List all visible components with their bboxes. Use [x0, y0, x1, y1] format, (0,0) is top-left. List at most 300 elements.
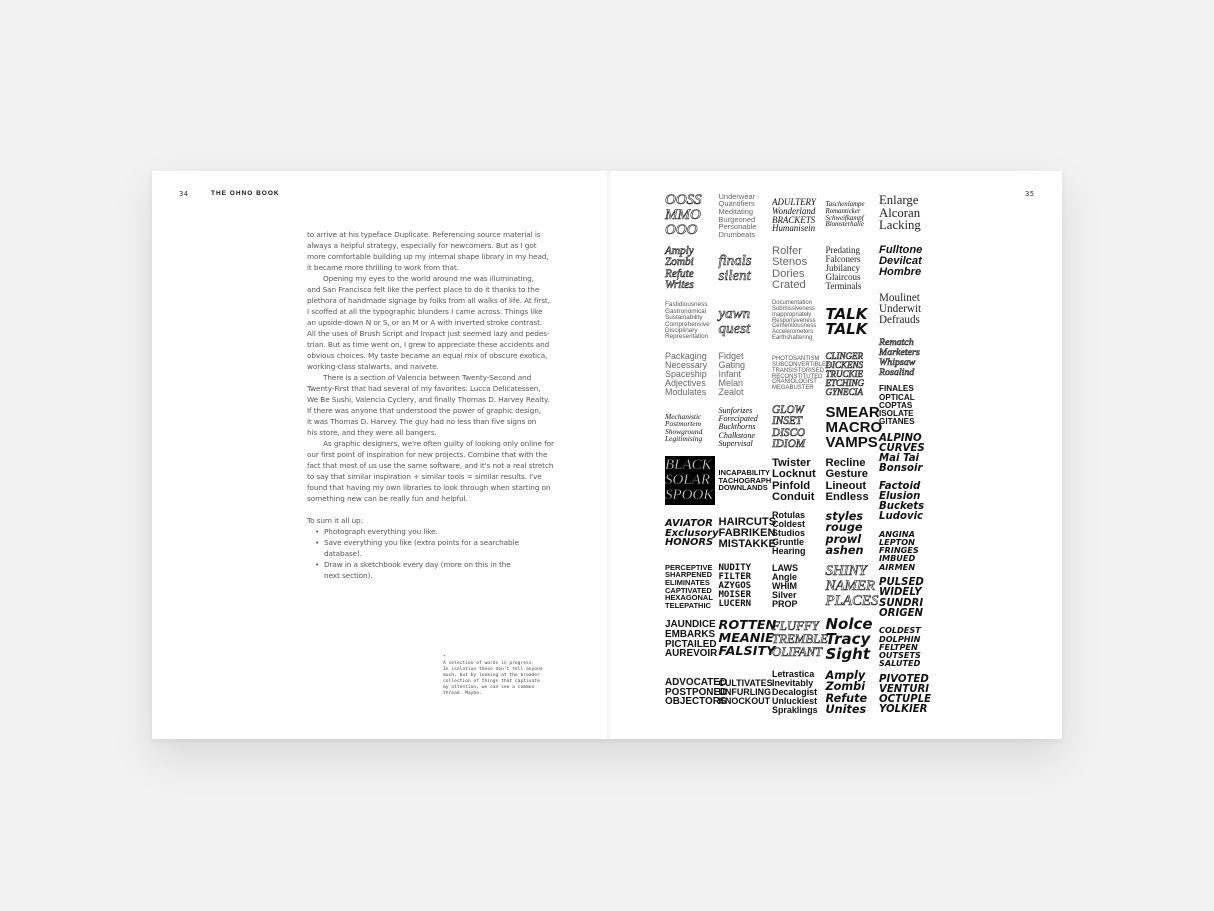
specimen-word: Gruntle: [772, 537, 805, 547]
specimen-block: [772, 668, 822, 717]
specimen-word: DOWNLANDS: [718, 483, 768, 493]
specimen-word: GITANES: [879, 416, 915, 426]
specimen-word: AZYGOS: [718, 580, 752, 591]
specimen-word: FALSITY: [718, 643, 776, 659]
specimen-block: [718, 509, 777, 558]
specimen-word: Showground: [665, 426, 703, 436]
specimen-word: KNOCKOUT: [718, 695, 771, 706]
specimen-word: Rematch: [879, 336, 914, 348]
specimen-word: Accelerometers: [772, 329, 814, 336]
specimen-word: Gating: [718, 359, 746, 370]
specimen-word: PICTAILED: [665, 638, 717, 650]
specimen-word: Packaging: [665, 351, 707, 362]
specimen-block: [826, 456, 876, 505]
specimen-word: CURVES: [879, 442, 925, 454]
specimen-word: Exclusory: [665, 527, 719, 539]
specimen-word: Falconers: [825, 253, 861, 264]
specimen-word: Sunforizes: [718, 406, 753, 416]
body-line: To sum it all up:: [307, 516, 363, 525]
specimen-word: OPTICAL: [879, 392, 915, 402]
specimen-word: Zealot: [718, 387, 744, 398]
body-line: his store, and they were all bangers.: [307, 428, 437, 437]
specimen-word: Refute: [665, 267, 694, 280]
specimen-word: TRANSISTORISED: [772, 367, 825, 374]
specimen-block: [879, 432, 929, 476]
body-line: All the uses of Brush Script and Impact just seemed lazy and pedes-: [307, 329, 550, 338]
specimen-word: Fulltone: [879, 243, 923, 256]
specimen-word: Bonsoir: [879, 463, 923, 475]
specimen-word: Ludovic: [879, 511, 924, 523]
specimen-word: Buckets: [879, 501, 925, 513]
specimen-block: [825, 562, 879, 611]
specimen-word: VENTURI: [879, 683, 930, 695]
specimen-word: TALK: [825, 319, 868, 338]
specimen-word: TRUCKIE: [825, 368, 864, 379]
specimen-word: Hombre: [879, 265, 922, 278]
body-line: and San Francisco felt like the perfect place to do it thanks to the: [307, 285, 540, 294]
specimen-word: Sight: [825, 645, 871, 663]
specimen-word: Crated: [772, 278, 806, 291]
specimen-word: Tracy: [825, 630, 871, 648]
specimen-word: prowl: [825, 532, 862, 546]
specimen-word: AUREVOIR: [665, 648, 718, 660]
specimen-word: Documentation: [772, 299, 812, 306]
specimen-word: Quantifiers: [718, 199, 755, 209]
specimen-block: [718, 615, 777, 664]
specimen-word: Lineout: [825, 479, 867, 492]
body-line: trian. But as time went on, I grew to appreciate these accidents and: [307, 340, 550, 349]
specimen-word: Necessary: [665, 360, 708, 371]
specimen-word: ROTTEN: [718, 618, 777, 634]
body-line: obvious choices. My taste became an equal mix of obscure exotica,: [307, 351, 548, 360]
specimen-word: silent: [718, 267, 751, 284]
specimen-word: Dories: [772, 267, 805, 280]
specimen-word: Devilcat: [879, 254, 922, 267]
specimen-block: [665, 562, 715, 611]
specimen-word: MOISER: [718, 590, 752, 600]
gutter-shadow: [607, 171, 613, 739]
specimen-block: [665, 509, 719, 558]
specimen-word: Recline: [825, 456, 866, 469]
specimen-word: Moulinet: [879, 291, 920, 304]
specimen-word: WIDELY: [879, 587, 922, 599]
specimen-word: Infant: [718, 368, 742, 379]
specimen-column: [825, 191, 883, 717]
bullet-text: Draw in a sketchbook every day (more on this in the: [324, 560, 511, 569]
specimen-word: Responsiveness: [772, 317, 816, 324]
specimen-word: Rosalind: [879, 366, 915, 378]
body-line: Opening my eyes to the world around me was illuminating,: [323, 274, 534, 283]
specimen-word: NAMER: [825, 578, 876, 595]
specimen-word: Whipsaw: [879, 356, 916, 368]
specimen-word: DISCO: [772, 426, 806, 439]
specimen-block: [719, 297, 769, 346]
specimen-word: Comprehensive: [665, 320, 710, 328]
specimen-word: CLINGER: [825, 350, 864, 361]
type-specimen-grid: [665, 191, 932, 717]
specimen-word: Unluckiest: [772, 695, 818, 706]
specimen-block: [719, 403, 769, 452]
specimen-word: Twister: [772, 456, 811, 469]
body-line: As graphic designers, we're often guilty of looking only online for: [323, 439, 554, 448]
specimen-word: RECONSTITUTED: [772, 373, 823, 380]
specimen-word: Romanticker: [825, 207, 861, 215]
specimen-block: [772, 297, 822, 346]
specimen-word: Pinfold: [772, 479, 811, 492]
specimen-block: [826, 191, 876, 240]
specimen-word: CULTIVATES: [718, 678, 773, 689]
specimen-word: CRANIOLOGIST: [772, 379, 817, 386]
bullet-continuation: next section).: [324, 571, 373, 580]
specimen-column: [718, 191, 777, 717]
specimen-word: MEANIE: [718, 631, 774, 647]
body-line: We Be Sushi, Valencia Cyclery, and finally Thomas D. Harvey Realty.: [307, 395, 550, 404]
specimen-word: yawn: [718, 305, 751, 322]
specimen-word: Inevitably: [772, 678, 814, 689]
specimen-block: [772, 350, 830, 399]
specimen-block: [772, 403, 822, 452]
specimen-word: ELIMINATES: [665, 577, 710, 587]
specimen-block: [665, 403, 715, 452]
specimen-word: styles: [825, 509, 864, 523]
bullet-dot: •: [315, 538, 320, 547]
specimen-word: MEGABUSTER: [772, 385, 814, 392]
specimen-word: Refute: [825, 691, 868, 705]
specimen-word: Hearing: [772, 546, 806, 557]
specimen-block: [826, 244, 876, 293]
specimen-word: COPTAS: [879, 400, 913, 410]
specimen-word: Taschenlampe: [825, 200, 865, 208]
specimen-block: [719, 350, 769, 399]
specimen-word: Legitimising: [665, 433, 703, 443]
specimen-word: UNFURLING: [718, 687, 772, 698]
specimen-word: Mechanistic: [665, 411, 702, 421]
specimen-word: YOLKIER: [879, 704, 928, 716]
body-line: If there was anyone that understood the power of graphic design,: [307, 406, 541, 415]
specimen-word: OLIFANT: [772, 644, 823, 659]
specimen-word: HEXAGONAL: [665, 593, 713, 603]
specimen-word: Meditating: [718, 206, 754, 216]
specimen-block: [826, 297, 876, 346]
specimen-word: FINALES: [879, 384, 914, 394]
body-line: our first point of inspiration for new projects. Combine that with the: [307, 450, 548, 459]
specimen-word: DICKENS: [825, 359, 864, 370]
specimen-word: Amply: [665, 244, 694, 257]
specimen-word: Defrauds: [879, 314, 920, 327]
specimen-block: [826, 350, 876, 399]
specimen-word: Disciplinary: [665, 326, 698, 334]
specimen-block: [665, 668, 728, 717]
specimen-word: Rolfer: [772, 244, 803, 257]
caption-marker: *: [443, 655, 446, 660]
specimen-word: SUBCONVERTIBLES: [772, 361, 830, 368]
bullet-item: [307, 559, 557, 570]
specimen-word: ADVOCATED: [665, 676, 728, 688]
specimen-word: MISTAKKE: [718, 538, 776, 551]
specimen-word: Submissiveness: [772, 305, 815, 312]
specimen-block: [772, 456, 822, 505]
specimen-block: [772, 191, 822, 240]
specimen-word: ETCHING: [825, 378, 865, 388]
specimen-word: OOO: [665, 222, 698, 238]
specimen-word: Marketers: [879, 346, 920, 358]
specimen-word: Buckthorns: [718, 422, 756, 432]
specimen-word: Writes: [665, 278, 694, 291]
body-text: [307, 229, 557, 581]
specimen-column: [879, 191, 932, 717]
caption: [443, 655, 563, 697]
specimen-block: [879, 625, 929, 669]
specimen-block: [718, 456, 772, 505]
bullet-dot: •: [315, 527, 320, 536]
specimen-word: Studios: [772, 527, 806, 538]
specimen-word: Elusion: [879, 491, 921, 502]
specimen-word: Wonderland: [772, 205, 816, 216]
specimen-word: Zombi: [825, 680, 866, 694]
specimen-block: [772, 615, 828, 664]
specimen-word: Enlarge: [879, 192, 919, 207]
specimen-word: Gesture: [825, 468, 869, 481]
caption-line: collection of things that captivate: [443, 679, 540, 684]
specimen-word: Drumbeats: [718, 229, 756, 239]
specimen-word: HAIRCUTS: [718, 515, 777, 528]
specimen-word: TREMBLE: [772, 632, 828, 647]
specimen-word: OCTUPLE: [879, 693, 932, 705]
specimen-word: Decalogist: [772, 687, 818, 698]
specimen-column: [665, 191, 728, 717]
specimen-word: Blomsterhalle: [825, 221, 864, 229]
specimen-word: SALUTED: [879, 657, 921, 668]
specimen-word: Forecipated: [718, 414, 758, 424]
body-line: fact that most of us use the same software, and it's not a real stretch: [307, 461, 554, 470]
specimen-word: Representation: [665, 333, 709, 341]
specimen-block: [879, 336, 929, 380]
specimen-word: Glaircous: [825, 272, 861, 282]
specimen-block: [718, 668, 773, 717]
specimen-word: ORIGEN: [879, 607, 924, 619]
bullet-text: Photograph everything you like.: [324, 527, 438, 536]
body-line: to arrive at his typeface Duplicate. Referencing source material is: [307, 230, 541, 239]
specimen-word: quest: [718, 320, 751, 337]
specimen-word: COLDEST: [879, 625, 921, 636]
specimen-word: OBJECTORS: [665, 696, 727, 708]
specimen-word: PROP: [772, 599, 798, 610]
specimen-word: Humanisein: [772, 223, 816, 234]
specimen-word: WHIM: [772, 580, 798, 591]
specimen-word: NUDITY: [718, 562, 752, 573]
specimen-block: [665, 191, 715, 240]
specimen-word: HONORS: [665, 537, 714, 549]
specimen-word: ashen: [825, 543, 864, 557]
specimen-word: TALK: [825, 304, 868, 323]
body-line: something new can be really fun and helpful.: [307, 494, 468, 503]
bullet-item: [307, 526, 557, 537]
specimen-word: BRACKETS: [772, 214, 816, 225]
specimen-word: SPOOK: [665, 487, 714, 503]
specimen-word: Inappropriately: [772, 311, 812, 318]
specimen-word: Gastronomical: [665, 307, 707, 315]
specimen-word: SUNDRI: [879, 597, 924, 609]
specimen-word: finals: [718, 252, 752, 269]
caption-line: my attention, we can see a common: [443, 685, 535, 690]
specimen-block: [719, 244, 769, 293]
specimen-word: Silver: [772, 590, 797, 600]
specimen-word: Supervisal: [718, 438, 753, 448]
specimen-word: DOLPHIN: [879, 633, 921, 644]
body-line: more comfortable building up my internal shape library in my head,: [307, 252, 549, 261]
page-number-left: 34: [179, 190, 189, 198]
specimen-word: INSET: [772, 415, 803, 428]
specimen-word: AIRMEN: [879, 561, 916, 572]
specimen-block: [879, 528, 929, 572]
specimen-block: [826, 615, 876, 664]
specimen-word: Lacking: [879, 218, 921, 233]
specimen-word: GLOW: [772, 403, 804, 416]
specimen-word: Adjectives: [665, 377, 706, 388]
specimen-word: Burgeoned: [718, 214, 756, 224]
specimen-word: Unites: [825, 702, 867, 716]
specimen-word: PHOTOSANTISM: [772, 355, 820, 362]
specimen-word: FABRIKEN: [718, 526, 776, 539]
specimen-word: Coldest: [772, 518, 806, 529]
specimen-block: [665, 615, 718, 664]
book-spread: [152, 171, 1062, 739]
specimen-word: LEPTON: [879, 537, 915, 548]
body-line: working-class stalwarts, and naivete.: [307, 362, 439, 371]
specimen-word: AVIATOR: [665, 517, 713, 529]
specimen-word: Letrastica: [772, 669, 815, 680]
specimen-word: PULSED: [879, 577, 924, 589]
specimen-block: [879, 384, 929, 428]
specimen-word: Endless: [825, 490, 869, 503]
specimen-word: TELEPATHIC: [665, 600, 711, 610]
specimen-word: Postmortem: [665, 419, 701, 429]
specimen-word: IMBUED: [879, 553, 916, 564]
specimen-block: [719, 191, 769, 240]
specimen-block: [772, 244, 822, 293]
specimen-word: ANGINA: [879, 529, 915, 540]
specimen-word: POSTPONED: [665, 686, 728, 698]
specimen-block: [826, 509, 876, 558]
specimen-word: PIVOTED: [879, 673, 929, 685]
specimen-word: Chalkstone: [718, 430, 755, 440]
specimen-block: [825, 403, 883, 452]
specimen-word: Fastidiousness: [665, 301, 708, 309]
specimen-word: Modulates: [665, 386, 707, 397]
specimen-block: [665, 456, 715, 505]
specimen-word: VAMPS: [825, 434, 878, 451]
specimen-word: Underwear: [718, 191, 756, 201]
specimen-word: IDIOM: [772, 437, 806, 450]
specimen-word: Mai Tai: [879, 452, 920, 464]
specimen-block: [665, 350, 715, 399]
bullet-text: Save everything you like (extra points for a searchable: [324, 538, 519, 547]
specimen-word: Angle: [772, 571, 798, 582]
specimen-word: SHINY: [825, 563, 867, 580]
specimen-word: MMO: [665, 207, 701, 223]
specimen-block: [879, 287, 929, 331]
specimen-block: [665, 297, 715, 346]
specimen-word: Schweifkampf: [825, 214, 864, 222]
specimen-word: FILTER: [718, 571, 752, 582]
body-line: it became more thrilling to work from that.: [307, 263, 459, 272]
caption-line: In isolation these don't tell anyone: [443, 667, 543, 672]
running-head: THE OHNO BOOK: [211, 190, 280, 197]
specimen-word: Sustainability: [665, 314, 703, 322]
specimen-column: [772, 191, 830, 717]
specimen-word: FRINGES: [879, 545, 919, 556]
specimen-block: [879, 239, 929, 283]
specimen-word: Cementiousness: [772, 323, 817, 330]
specimen-word: LAWS: [772, 562, 799, 573]
caption-line: thread. Maybe.: [443, 691, 482, 696]
specimen-block: [879, 673, 932, 717]
specimen-word: OOSS: [665, 192, 702, 208]
caption-line: A selection of words in progress.: [443, 661, 535, 666]
specimen-word: BLACK: [665, 457, 712, 473]
specimen-word: GYNECIA: [825, 387, 864, 398]
specimen-word: CAPTIVATED: [665, 585, 712, 595]
specimen-block: [772, 509, 822, 558]
specimen-word: Predating: [825, 244, 861, 255]
specimen-word: EMBARKS: [665, 628, 716, 640]
specimen-word: Underwit: [879, 302, 922, 315]
bullet-item: [307, 537, 557, 548]
specimen-word: ALPINO: [879, 432, 922, 444]
specimen-word: Earthshattering: [772, 335, 813, 342]
specimen-word: Terminals: [825, 281, 862, 292]
specimen-word: TACHOGRAPH: [718, 475, 772, 485]
specimen-word: Melan: [718, 378, 744, 388]
specimen-block: [772, 562, 822, 611]
specimen-word: Spaceship: [665, 369, 707, 380]
specimen-word: Rotulas: [772, 509, 806, 520]
body-line: always a helpful strategy, especially for newcomers. But as I got: [307, 241, 537, 250]
specimen-word: INCAPABILITY: [718, 468, 771, 478]
specimen-word: Stenos: [772, 256, 808, 269]
specimen-block: [719, 562, 769, 611]
body-line: There is a section of Valencia between Twenty-Second and: [323, 373, 532, 382]
specimen-word: Conduit: [772, 490, 815, 503]
body-line: I scoffed at all the typographic blunders I came across. Things like: [307, 307, 543, 316]
specimen-word: Zombi: [665, 256, 694, 269]
bullet-dot: •: [315, 560, 320, 569]
specimen-word: Amply: [825, 668, 866, 682]
body-line: it was Thomas D. Harvey. The guy had no less than five signs on: [307, 417, 537, 426]
specimen-word: FELTPEN: [879, 641, 918, 652]
specimen-word: ISOLATE: [879, 408, 914, 418]
page-number-right: 35: [1025, 190, 1035, 198]
specimen-block: [879, 480, 929, 524]
specimen-word: Spraklings: [772, 704, 818, 715]
specimen-word: LUCERN: [718, 599, 752, 610]
specimen-block: [665, 244, 715, 293]
specimen-word: rouge: [825, 521, 863, 535]
specimen-word: SOLAR: [665, 472, 710, 488]
specimen-word: FLUFFY: [772, 619, 819, 634]
specimen-word: SMEAR: [825, 404, 880, 421]
body-line: plethora of handmade signage by folks from all walks of life. At first,: [307, 296, 550, 305]
specimen-block: [879, 576, 929, 620]
specimen-word: Fidget: [718, 350, 744, 361]
caption-line: much, but by looking at the broader: [443, 673, 540, 678]
specimen-word: OUTSETS: [879, 649, 921, 660]
specimen-block: [826, 668, 876, 717]
specimen-word: Personable: [718, 222, 757, 232]
specimen-word: PERCEPTIVE: [665, 562, 713, 572]
body-line: an upside-down N or S, or an M or A with inverted stroke contrast.: [307, 318, 543, 327]
specimen-word: Jubilancy: [825, 262, 861, 273]
